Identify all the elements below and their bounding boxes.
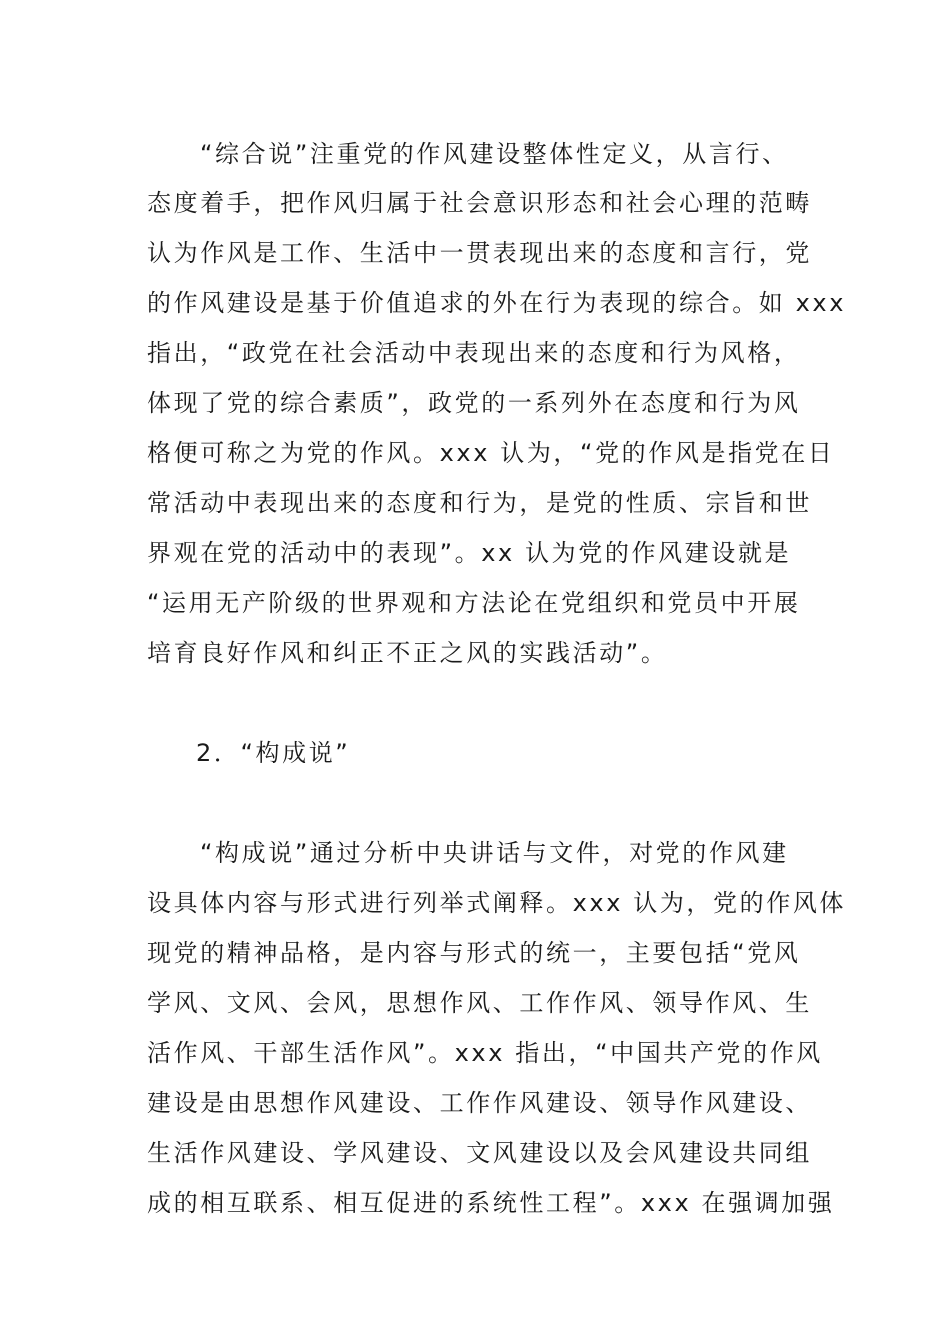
text-line: 生活作风建设、学风建设、文风建设以及会风建设共同组 (147, 1139, 812, 1167)
text-line: 活作风、干部生活作风”。xxx 指出，“中国共产党的作风 (147, 1039, 823, 1067)
text-line: 成的相互联系、相互促进的系统性工程”。xxx 在强调加强 (147, 1189, 835, 1217)
text-line: 建设是由思想作风建设、工作作风建设、领导作风建设、 (147, 1089, 812, 1117)
text-line: “构成说”通过分析中央讲话与文件，对党的作风建 (200, 839, 789, 867)
text-line: 界观在党的活动中的表现”。xx 认为党的作风建设就是 (147, 539, 792, 567)
text-line: 指出，“政党在社会活动中表现出来的态度和行为风格， (147, 339, 801, 367)
text-line: “综合说”注重党的作风建设整体性定义，从言行、 (200, 140, 789, 168)
text-line: 的作风建设是基于价值追求的外在行为表现的综合。如 xxx (147, 289, 847, 317)
text-line: 现党的精神品格，是内容与形式的统一，主要包括“党风 (147, 939, 801, 967)
text-line: 设具体内容与形式进行列举式阐释。xxx 认为，党的作风体 (147, 889, 847, 917)
text-line: 认为作风是工作、生活中一贯表现出来的态度和言行，党 (147, 239, 812, 267)
text-line: 态度着手，把作风归属于社会意识形态和社会心理的范畴 (147, 189, 812, 217)
text-line: 培育良好作风和纠正不正之风的实践活动”。 (147, 639, 668, 667)
text-line: 学风、文风、会风，思想作风、工作作风、领导作风、生 (147, 989, 812, 1017)
text-line: “运用无产阶级的世界观和方法论在党组织和党员中开展 (147, 589, 801, 617)
section-heading: 2．“构成说” (196, 739, 351, 767)
text-line: 常活动中表现出来的态度和行为，是党的性质、宗旨和世 (147, 489, 812, 517)
text-line: 格便可称之为党的作风。xxx 认为，“党的作风是指党在日 (147, 439, 835, 467)
text-line: 体现了党的综合素质”，政党的一系列外在态度和行为风 (147, 389, 801, 417)
